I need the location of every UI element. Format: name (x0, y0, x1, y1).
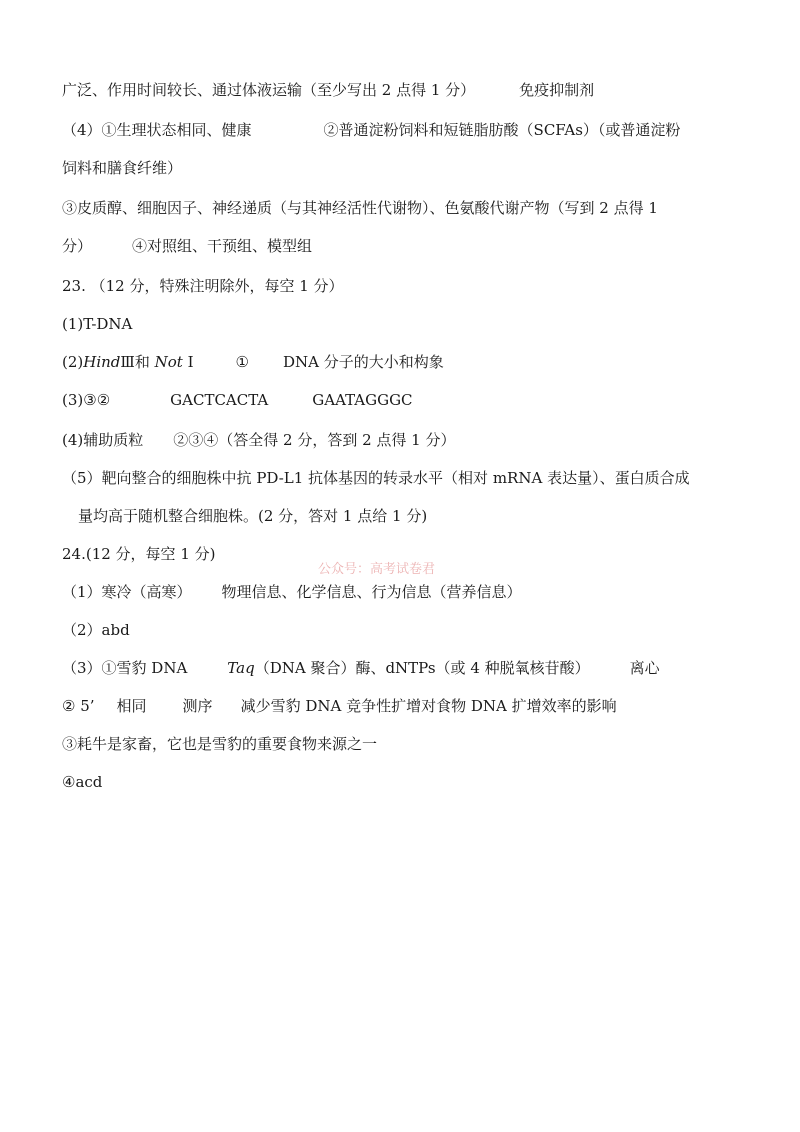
answer-text: （3）①雪豹 DNA (62, 659, 188, 677)
answer-text: 广泛、作用时间较长、通过体液运输（至少写出 2 点得 1 分） (62, 81, 476, 99)
answer-text: ② 5’ (62, 697, 95, 715)
sequence-text: GACTCACTA (170, 391, 269, 409)
answer-text: ②普通淀粉饲料和短链脂肪酸（SCFAs）（或普通淀粉 (323, 121, 681, 139)
answer-text: ③皮质醇、细胞因子、神经递质（与其神经活性代谢物）、色氨酸代谢产物（写到 2 点得 1 (62, 199, 658, 217)
enzyme-name: Not (154, 353, 183, 371)
answer-text: ②③④（答全得 2 分，答到 2 点得 1 分） (173, 431, 456, 449)
watermark: 公众号：高考试卷君 (318, 562, 436, 577)
answer-line (62, 198, 658, 218)
answer-text: ① (235, 353, 249, 371)
answer-text: (2) (62, 353, 84, 371)
answer-text: 减少雪豹 DNA 竞争性扩增对食物 DNA 扩增效率的影响 (240, 697, 617, 715)
answer-line (62, 120, 680, 140)
answer-text: 离心 (629, 659, 660, 677)
question-heading (62, 544, 216, 564)
answer-text: 饲料和膳食纤维） (62, 159, 183, 177)
question-heading (62, 276, 344, 296)
answer-line (62, 696, 617, 716)
answer-line (62, 158, 182, 178)
answer-text: 免疫抑制剂 (519, 81, 595, 99)
answer-text: （1）寒冷（高寒） (62, 583, 192, 601)
answer-text: Ⅰ (182, 353, 194, 371)
answer-text: （5）靶向整合的细胞株中抗 PD-L1 抗体基因的转录水平（相对 mRNA 表达量）、蛋白质合成 (62, 469, 690, 487)
answer-text: ④对照组、干预组、模型组 (132, 237, 313, 255)
answer-text: 量均高于随机整合细胞株。(2 分，答对 1 点给 1 分) (78, 507, 428, 525)
answer-line (62, 620, 130, 640)
answer-text: (1)T-DNA (62, 315, 133, 333)
sequence-text: GAATAGGGC (312, 391, 413, 409)
answer-line (62, 390, 413, 410)
answer-line (62, 734, 377, 754)
answer-line (62, 772, 102, 792)
answer-text: （2）abd (62, 621, 130, 639)
answer-text: Ⅲ和 (120, 353, 155, 371)
answer-line (62, 314, 132, 334)
answer-text: （DNA 聚合）酶、dNTPs（或 4 种脱氧核苷酸） (254, 659, 590, 677)
answer-text: (3)③② (62, 391, 111, 409)
answer-text: DNA 分子的大小和构象 (282, 353, 444, 371)
answer-text: ③耗牛是家畜，它也是雪豹的重要食物来源之一 (62, 735, 378, 753)
answer-text: 23. （12 分，特殊注明除外，每空 1 分） (62, 277, 344, 295)
answer-text: 物理信息、化学信息、行为信息（营养信息） (221, 583, 522, 601)
enzyme-name: Taq (227, 659, 255, 677)
answer-text: ④acd (62, 773, 103, 791)
answer-line (62, 80, 594, 100)
answer-line (62, 236, 312, 256)
answer-text: 相同 (116, 697, 147, 715)
answer-line (62, 468, 690, 488)
answer-line (62, 352, 444, 372)
answer-text: 分） (62, 237, 93, 255)
answer-text: (4)辅助质粒 (62, 431, 144, 449)
answer-line (78, 506, 427, 526)
answer-text: （4）①生理状态相同、健康 (62, 121, 252, 139)
answer-text: 24.(12 分，每空 1 分) (62, 545, 216, 563)
answer-text: 测序 (182, 697, 213, 715)
enzyme-name: Hind (83, 353, 121, 371)
answer-line (62, 658, 660, 678)
answer-line (62, 430, 456, 450)
answer-line (62, 582, 522, 602)
